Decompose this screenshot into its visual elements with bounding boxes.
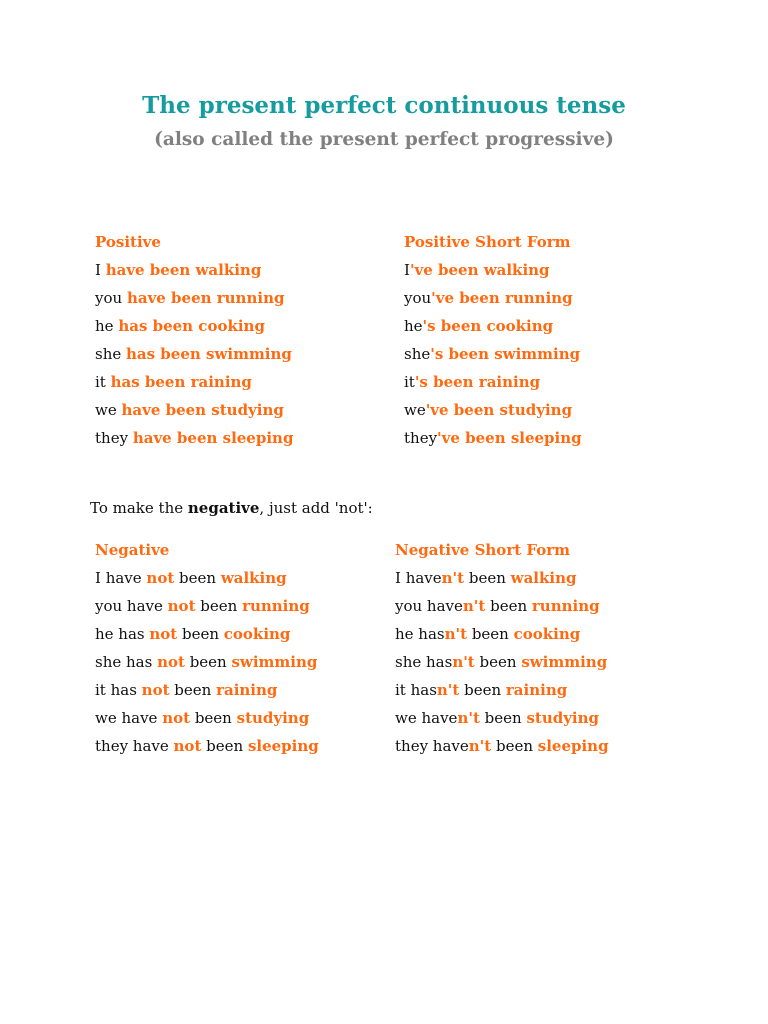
negative-row [95, 620, 319, 648]
verb: sleeping [537, 737, 609, 755]
subject-aux: he has [395, 625, 445, 643]
nt-contraction: n't [436, 681, 460, 699]
been-word: been [190, 709, 237, 727]
contraction-phrase: 's been raining [414, 373, 541, 391]
subject: they [95, 429, 133, 447]
negative-short-section [395, 536, 609, 760]
not-word: not [149, 625, 178, 643]
subject-aux: I have [95, 569, 147, 587]
subject-aux: we have [95, 709, 163, 727]
subject-aux: she has [395, 653, 453, 671]
subject: we [95, 401, 122, 419]
positive-short-heading: Positive Short Form [404, 233, 571, 251]
subject: they [404, 429, 438, 447]
negative-short-row [395, 620, 609, 648]
subject-aux: I have [395, 569, 442, 587]
negative-short-row [395, 648, 609, 676]
subject-aux: she has [95, 653, 158, 671]
positive-short-section [404, 228, 582, 452]
verb: cooking [223, 625, 291, 643]
contraction-phrase: 's been cooking [422, 317, 554, 335]
not-word: not [173, 737, 202, 755]
positive-row [95, 312, 293, 340]
contraction-phrase: 've been walking [409, 261, 550, 279]
subject: it [404, 373, 415, 391]
positive-row [95, 340, 293, 368]
negative-row [95, 648, 319, 676]
verb: studying [526, 709, 600, 727]
been-word: been [174, 569, 221, 587]
verb: sleeping [247, 737, 319, 755]
verb: studying [236, 709, 310, 727]
verb-phrase: has been swimming [126, 345, 292, 363]
verb: raining [216, 681, 278, 699]
not-word: not [167, 597, 196, 615]
positive-short-row [404, 312, 582, 340]
negative-short-row [395, 676, 609, 704]
verb: running [242, 597, 310, 615]
negative-short-row [395, 732, 609, 760]
subject: you [95, 289, 127, 307]
verb: walking [220, 569, 287, 587]
been-word: been [169, 681, 217, 699]
been-word: been [459, 681, 506, 699]
intro-bold: negative [187, 499, 260, 517]
been-word: been [177, 625, 224, 643]
contraction-phrase: 've been sleeping [437, 429, 582, 447]
positive-section [95, 228, 293, 452]
subject: he [95, 317, 119, 335]
not-word: not [162, 709, 191, 727]
page-title: The present perfect continuous tense [142, 92, 626, 119]
positive-short-row [404, 284, 582, 312]
subject-aux: they have [395, 737, 469, 755]
verb: walking [510, 569, 577, 587]
subject-aux: you have [395, 597, 463, 615]
negative-short-row [395, 704, 609, 732]
positive-short-row [404, 368, 582, 396]
positive-short-row [404, 396, 582, 424]
positive-row [95, 368, 293, 396]
page-subtitle: (also called the present perfect progressive) [154, 129, 614, 150]
verb-phrase: have been running [126, 289, 285, 307]
verb-phrase: have been studying [121, 401, 284, 419]
subject: I [404, 261, 410, 279]
nt-contraction: n't [457, 709, 480, 727]
been-word: been [201, 737, 248, 755]
verb: running [531, 597, 600, 615]
positive-short-row [404, 340, 582, 368]
negative-short-row [395, 592, 609, 620]
not-word: not [146, 569, 175, 587]
negative-heading: Negative [95, 541, 170, 559]
verb-phrase: has been raining [110, 373, 252, 391]
positive-row [95, 396, 293, 424]
contraction-phrase: 's been swimming [430, 345, 581, 363]
nt-contraction: n't [462, 597, 486, 615]
nt-contraction: n't [444, 625, 468, 643]
been-word: been [467, 625, 514, 643]
subject: I [95, 261, 106, 279]
subject-aux: we have [395, 709, 458, 727]
positive-short-row [404, 424, 582, 452]
negative-row [95, 704, 319, 732]
subject: he [404, 317, 423, 335]
positive-row [95, 256, 293, 284]
been-word: been [479, 709, 527, 727]
subject: she [95, 345, 127, 363]
negative-short-row [395, 564, 609, 592]
negative-row [95, 564, 319, 592]
verb: cooking [513, 625, 581, 643]
nt-contraction: n't [441, 569, 465, 587]
not-word: not [141, 681, 170, 699]
been-word: been [474, 653, 522, 671]
negative-row [95, 592, 319, 620]
positive-heading: Positive [95, 233, 161, 251]
been-word: been [195, 597, 243, 615]
positive-row [95, 424, 293, 452]
subject-aux: you have [95, 597, 168, 615]
positive-short-row [404, 256, 582, 284]
verb-phrase: has been cooking [118, 317, 265, 335]
verb: raining [505, 681, 568, 699]
nt-contraction: n't [452, 653, 475, 671]
nt-contraction: n't [468, 737, 492, 755]
negative-short-heading: Negative Short Form [395, 541, 570, 559]
been-word: been [491, 737, 538, 755]
positive-row [95, 284, 293, 312]
negative-section [95, 536, 319, 760]
contraction-phrase: 've been studying [425, 401, 573, 419]
verb: swimming [231, 653, 318, 671]
contraction-phrase: 've been running [431, 289, 573, 307]
subject-aux: it has [95, 681, 142, 699]
intro-before: To make the [90, 499, 188, 517]
been-word: been [485, 597, 532, 615]
verb-phrase: have been sleeping [132, 429, 294, 447]
not-word: not [157, 653, 185, 671]
subject-aux: they have [95, 737, 174, 755]
subject: you [404, 289, 432, 307]
negative-row [95, 676, 319, 704]
subject: it [95, 373, 111, 391]
subject: she [404, 345, 431, 363]
verb: swimming [521, 653, 608, 671]
intro-after: , just add 'not': [259, 499, 373, 517]
been-word: been [184, 653, 232, 671]
subject-aux: it has [395, 681, 437, 699]
subject: we [404, 401, 426, 419]
verb-phrase: have been walking [105, 261, 262, 279]
negative-intro [90, 494, 373, 522]
negative-row [95, 732, 319, 760]
been-word: been [464, 569, 511, 587]
subject-aux: he has [95, 625, 150, 643]
